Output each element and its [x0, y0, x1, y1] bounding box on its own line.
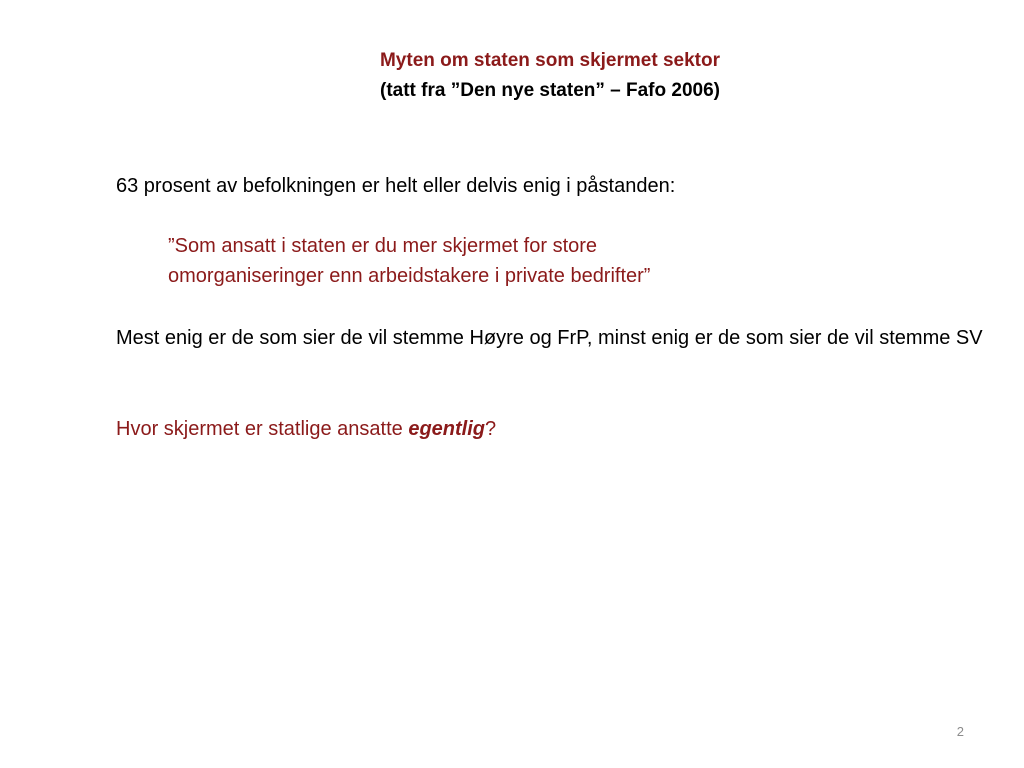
question-emphasis: egentlig [408, 418, 486, 440]
quote-line-2: omorganiseringer enn arbeidstakere i private bedrifter” [168, 265, 651, 287]
quote-block [168, 231, 808, 291]
question-paragraph [116, 414, 976, 444]
title-line-1: Myten om staten som skjermet sektor [379, 50, 720, 71]
conclusion-paragraph: Mest enig er de som sier de vil stemme Høyre og FrP, minst enig er de som sier de vil stemme SV [116, 327, 983, 349]
question-prefix: Hvor skjermet er statlige ansatte [116, 418, 409, 440]
question-suffix: ? [485, 418, 497, 440]
slide-title [300, 46, 800, 106]
title-line-2: (tatt fra ”Den nye staten” – Fafo 2006) [380, 80, 720, 101]
quote-line-1: ”Som ansatt i staten er du mer skjermet for store [168, 235, 598, 257]
page-number: 2 [956, 724, 964, 739]
intro-paragraph: 63 prosent av befolkningen er helt eller delvis enig i påstanden: [116, 175, 676, 197]
